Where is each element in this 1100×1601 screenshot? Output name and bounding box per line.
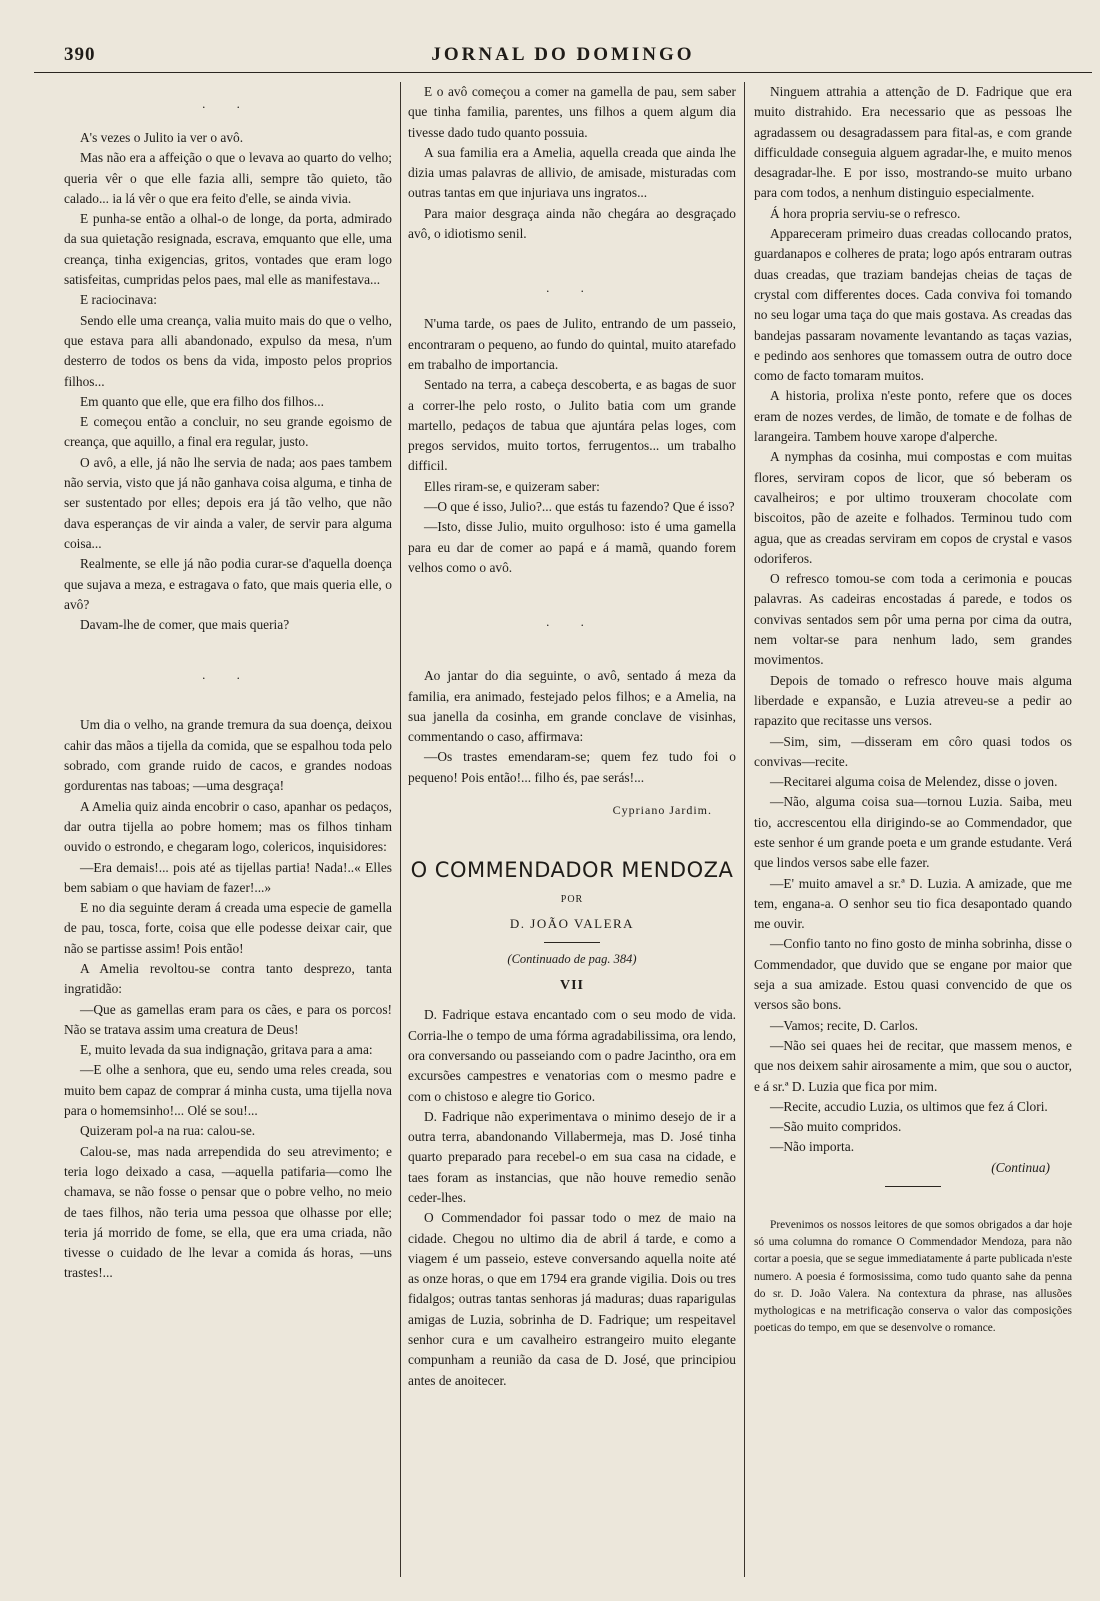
column-3	[754, 82, 1072, 1582]
paragraph: A nymphas da cosinha, mui compostas e com muitas flores, serviram copos de licor, que só beberam os cavalheiros; e por ultimo trouxeram chocolate com biscoitos, pão de azeite e folhados. Terminou tudo com agua, que as creadas serviram em copos de crystal e vasos odoriferos.	[754, 449, 1072, 566]
byline-por: POR	[560, 894, 584, 906]
column-rule-1	[400, 82, 401, 1577]
paragraph-group	[408, 1005, 736, 1391]
paragraph: Sentado na terra, a cabeça descoberta, e as bagas de suor a correr-lhe pelo rosto, o Julito batia com um grande martello, pedaços de tabua que ajuntára pelas loges, com pregos servidos, muito tortos, ferrugentos... um trabalho difficil.	[408, 377, 736, 474]
paragraph: —Confio tanto no fino gosto de minha sobrinha, disse o Commendador, que duvido que se engane por maior que seja a sua amizade. Estou quasi convencido de que os versos são bons.	[754, 936, 1072, 1013]
paragraph: O avô, a elle, já não lhe servia de nada; aos paes tambem não servia, visto que já não ganhava coisa alguma, e tinha de ser sustentado por elles; depois era já tão velho, que não dava esperanças de vir ainda a valer, de servir para alguma coisa...	[64, 454, 392, 551]
paragraph: —Vamos; recite, D. Carlos.	[770, 1017, 919, 1033]
paragraph: E começou então a concluir, no seu grande egoismo de creança, que aquillo, a final era regular, justo.	[64, 414, 392, 450]
continued-from-note: (Continuado de pag. 384)	[507, 952, 637, 967]
paragraph: —São muito compridos.	[770, 1119, 902, 1135]
paragraph: E o avô começou a comer na gamella de pau, sem saber que tinha familia, parentes, uns filhos a quem algum dia tivesse dado tudo quanto possuia.	[408, 84, 736, 140]
author-signature: Cypriano Jardim.	[612, 803, 712, 818]
paragraph: —Não importa.	[770, 1139, 855, 1155]
paragraph: —Recite, accudio Luzia, os ultimos que fez á Clori.	[770, 1098, 1048, 1114]
paragraph: —Os trastes emendaram-se; quem fez tudo foi o pequeno! Pois então!... filho és, pae serás!...	[408, 749, 736, 785]
paragraph: Para maior desgraça ainda não chegára ao desgraçado avô, o idiotismo senil.	[408, 205, 736, 242]
paragraph: —O que é isso, Julio?... que estás tu fazendo? Que é isso?	[424, 499, 735, 515]
novel-title: O COMMENDADOR MENDOZA	[410, 858, 734, 883]
page-number: 390	[64, 44, 96, 65]
divider	[885, 1186, 941, 1187]
paragraph: —Isto, disse Julio, muito orgulhoso: isto é uma gamella para eu dar de comer ao papá e á mamã, quando forem velhos como o avô.	[408, 519, 736, 575]
paragraph: Depois de tomado o refresco houve mais alguma liberdade e expansão, e Luzia atreveu-se a pedir ao rapazito que recitasse uns versos.	[754, 672, 1072, 729]
paragraph: A Amelia revoltou-se contra tanto desprezo, tanta ingratidão:	[64, 960, 392, 997]
paragraph: Em quanto que elle, que era filho dos filhos...	[80, 393, 324, 409]
chapter-number: VII	[559, 978, 584, 994]
paragraph: Mas não era a affeição o que o levava ao quarto do velho; queria vêr o que elle fazia alli, sempre tão quieto, tão calado... ia lá vêr o que era feito d'elle, se ainda vivia.	[64, 150, 392, 206]
section-break: . .	[202, 96, 254, 111]
masthead: JORNAL DO DOMINGO	[431, 44, 695, 65]
paragraph: A historia, prolixa n'este ponto, refere que os doces eram de nozes verdes, de limão, de tomate e de folhas de larangeira. Tambem houve xarope d'alperche.	[754, 388, 1072, 445]
editorial-note-text: Prevenimos os nossos leitores de que somos obrigados a dar hoje só uma columna do romance O Commendador Mendoza, para não cortar a poesia, que se segue immediatamente á parte publicada n'este numero. A poesia é formosissima, como tudo quanto sahe da penna do sr. D. João Valera. Na contextura da phrase, nas allusões mythologicas e na metrificação conserva o valor das composições poeticas do tempo, em que se desenvolve o romance.	[754, 1219, 1072, 1335]
paragraph: —Recitarei alguma coisa de Melendez, disse o joven.	[770, 774, 1058, 790]
paragraph: O refresco tomou-se com toda a cerimonia e poucas palavras. As cadeiras encostadas á parede, e todos os convivas sentados sem pôr uma perna por cima da outra, nem voltar-se para nenhum lado, sem grandes movimentos.	[754, 571, 1072, 668]
paragraph-group	[408, 82, 736, 244]
paragraph: Sendo elle uma creança, valia muito mais do que o velho, que estava para alli abandonado, expulso da mesa, n'um desterro de todos os bens da vida, imposto pelos proprios filhos...	[64, 312, 392, 389]
paragraph: Appareceram primeiro duas creadas collocando pratos, guardanapos e colheres de prata; logo após entraram outras duas creadas, que traziam bandejas cheias de taças de crystal com differentes doces. Cada conviva foi tomando no seu logar uma taça do que mais gostava. As creadas das bandejas passaram novamente levantando as taças vazias, e pedindo aos senhores que tomassem outra de outro doce como de facto tomaram muitos.	[754, 226, 1072, 384]
paragraph-group	[64, 715, 392, 1283]
paragraph-group	[408, 314, 736, 578]
paragraph: Davam-lhe de comer, que mais queria?	[80, 617, 290, 633]
column-1	[64, 82, 392, 1582]
paragraph: A Amelia quiz ainda encobrir o caso, apanhar os pedaços, dar outra tijella ao pobre homem; mas os filhos tinham ouvido o estrondo, e chegaram logo, colericos, inquisidores:	[64, 798, 392, 855]
paragraph: Um dia o velho, na grande tremura da sua doença, deixou cahir das mãos a tijella da comida, que se espalhou toda pelo sobrado, com grande ruido de cacos, e grandes nodoas gordurentas nas taboas; —uma desgraça!	[64, 717, 392, 794]
divider	[544, 942, 600, 943]
paragraph: A sua familia era a Amelia, aquella creada que ainda lhe dizia umas palavras de allivio, de amisade, misturadas com outras tantas em que injuriava uns ingratos...	[408, 144, 736, 201]
paragraph: E punha-se então a olhal-o de longe, da porta, admirado da sua quietação resignada, escrava, emquanto que elle, uma creança, tinha exigencias, gritos, vontades que eram logo satisfeitas, cumpridas pelos paes, mal elle as manifestava...	[64, 211, 392, 288]
paragraph: E raciocinava:	[80, 292, 157, 308]
paragraph: E no dia seguinte deram á creada uma especie de gamella de pau, tosca, forte, coisa que elle podesse deixar cair, que não se partisse assim! Pois então!	[64, 900, 392, 956]
paragraph: —Que as gamellas eram para os cães, e para os porcos! Não se tratava assim uma creatura de Deus!	[64, 1001, 392, 1037]
paragraph: D. Fadrique estava encantado com o seu modo de vida. Corria-lhe o tempo de uma fórma agradabilissima, ora lendo, ora conversando ou passeiando com o padre Jacintho, ora em excursões campestres e venatorias com o mesmo padre e com o chistoso e alegre tio Gorico.	[408, 1007, 736, 1104]
paragraph: Quizeram pol-a na rua: calou-se.	[80, 1123, 256, 1139]
section-break: . .	[546, 614, 598, 630]
column-rule-2	[744, 82, 745, 1577]
paragraph-group	[408, 666, 736, 788]
paragraph: E, muito levada da sua indignação, gritava para a ama:	[80, 1042, 373, 1058]
column-2	[408, 82, 736, 1582]
paragraph: —Não, alguma coisa sua—tornou Luzia. Saiba, meu tio, accrescentou ella dirigindo-se ao Commendador, que este senhor é um grande poeta e um grande estudante. Verá que lindos versos sabe elle fazer.	[754, 794, 1072, 871]
paragraph: Á hora propria serviu-se o refresco.	[770, 205, 961, 221]
paragraph: —E' muito amavel a sr.ª D. Luzia. A amizade, que me tem, engana-a. O senhor seu tio fica desapontado quando me ouvir.	[754, 875, 1072, 932]
paragraph: Calou-se, mas nada arrependida do seu atrevimento; e teria logo deixado a casa, —aquella patifaria—como lhe chamava, se não fosse o pensar que o pobre velho, no meio de taes filhos, não teria uma pessoa que olhasse por elle; teria já morrido de fome, se ella, que era uma criada, não tivesse o cuidado de lhe levar a comida ás horas, —uns trastes!...	[64, 1143, 392, 1281]
paragraph: A's vezes o Julito ia ver o avô.	[80, 130, 244, 145]
paragraph: D. Fadrique não experimentava o minimo desejo de ir a outra terra, abandonando Villabermeja, mas D. José tinha quarto preparado para recebel-o em sua casa na cidade, e taes foram as instancias, que não houve remedio senão ceder-lhes.	[408, 1108, 736, 1205]
paragraph: —Era demais!... pois até as tijellas partia! Nada!..« Elles bem sabiam o que haviam de fazer!...»	[64, 859, 392, 895]
paragraph-group	[754, 82, 1072, 1158]
paragraph: Ninguem attrahia a attenção de D. Fadrique que era muito distrahido. Era necessario que as pessoas lhe agradassem ou desagradassem para fital-as, e com grande difficuldade conseguia alguem agradar-lhe, e muito menos desagradar-lhe. E por isso, mostrando-se muito urbano para com todos, a nenhum distinguio especialmente.	[754, 84, 1072, 201]
paragraph: —Sim, sim, —disseram em côro quasi todos os convivas—recite.	[754, 733, 1072, 769]
novel-author: D. JOÃO VALERA	[509, 916, 635, 932]
paragraph: O Commendador foi passar todo o mez de maio na cidade. Chegou no ultimo dia de abril á tarde, e como a viagem é um passeio, esteve conversando aquella noite até as onze horas, o que em 1794 era grande vigilia. Dois ou tres fidalgos; outras tantas senhoras já maduras; duas raparigulas amigas de Luzia, sobrinha de D. Fadrique; um respeitavel senhor cura e um cavalheiro estrangeiro muito elegante compunham a reunião da casa de D. José, que principiou antes de anoitecer.	[408, 1210, 736, 1388]
paragraph-group	[64, 128, 392, 635]
paragraph: —Não sei quaes hei de recitar, que massem menos, e que nos deixem sahir airosamente a mim, que sou o auctor, e á sr.ª D. Luzia que fica por mim.	[754, 1037, 1072, 1094]
paragraph: Realmente, se elle já não podia curar-se d'aquella doença que sujava a meza, e estragava o fato, que mais queria elle, o avô?	[64, 556, 392, 612]
continua-note: (Continua)	[991, 1159, 1050, 1175]
page-header	[34, 40, 1092, 73]
paragraph: N'uma tarde, os paes de Julito, entrando de um passeio, encontraram o pequeno, ao fundo do quintal, muito atarefado em trabalho de importancia.	[408, 316, 736, 372]
paragraph: —E olhe a senhora, que eu, sendo uma reles creada, sou muito bem capaz de comprar á minha custa, uma tijella nova para o homemsinho!... Olé se sou!...	[64, 1062, 392, 1119]
section-break: . .	[546, 280, 598, 296]
paragraph: Ao jantar do dia seguinte, o avô, sentado á meza da familia, era animado, festejado pelos filhos; e a Amelia, na sua janella da cosinha, em grande conclave de visinhas, commentando o caso, affirmava:	[408, 668, 736, 745]
editorial-note	[754, 1217, 1072, 1337]
section-break: . .	[202, 667, 254, 683]
paragraph: Elles riram-se, e quizeram saber:	[424, 478, 600, 494]
